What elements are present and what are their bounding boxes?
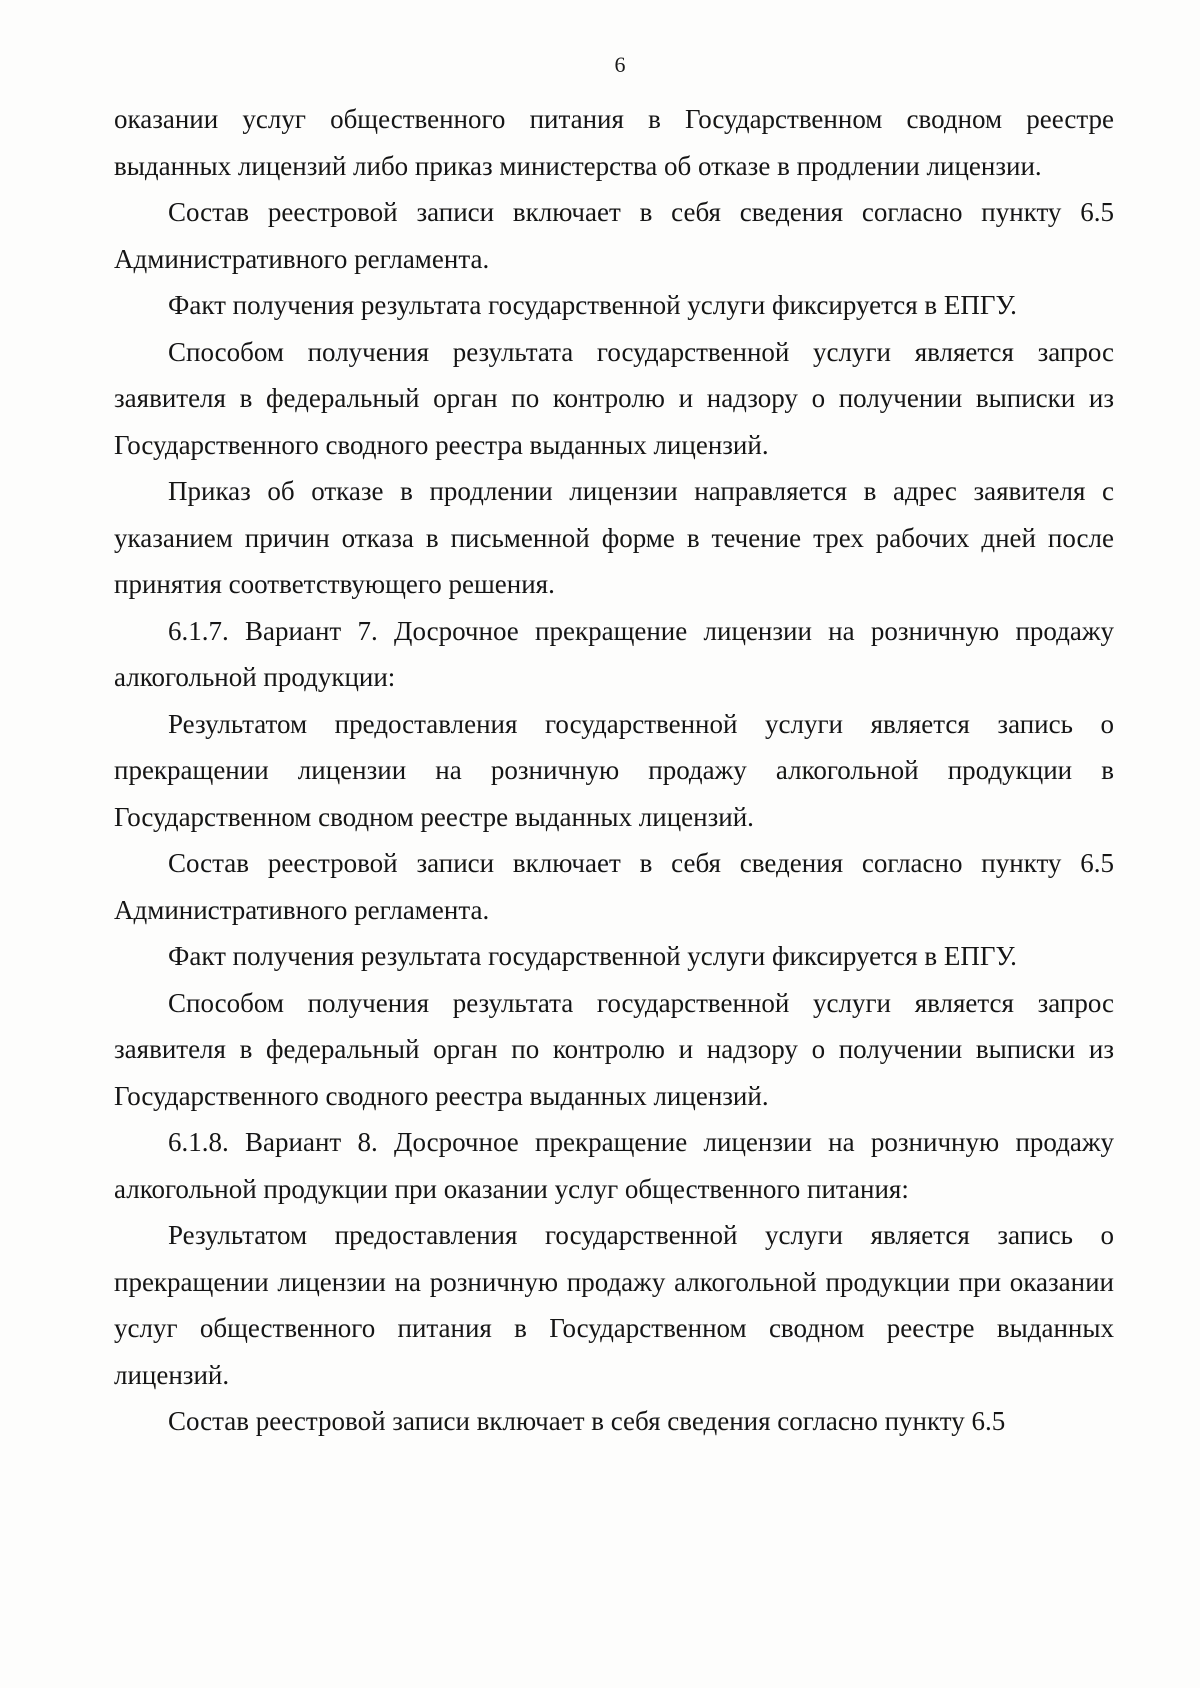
document-body — [114, 96, 1114, 1445]
paragraph: Способом получения результата государственной услуги является запрос заявителя в федеральный орган по контролю и надзору о получении выписки из Государственного сводного реестра выданных лицензий. — [114, 987, 1114, 1111]
paragraph-continuation: оказании услуг общественного питания в Государственном сводном реестре выданных лицензий либо приказ министерства об отказе в продлении лицензии. — [114, 104, 1114, 181]
page-number: 6 — [614, 52, 626, 77]
paragraph: Факт получения результата государственной услуги фиксируется в ЕПГУ. — [168, 941, 1017, 971]
paragraph: Факт получения результата государственной услуги фиксируется в ЕПГУ. — [168, 290, 1017, 320]
paragraph: Результатом предоставления государственной услуги является запись о прекращении лицензии на розничную продажу алкогольной продукции при оказании услуг общественного питания в Государственном сводном реестре выданных лицензий. — [114, 1220, 1114, 1390]
paragraph: Результатом предоставления государственной услуги является запись о прекращении лицензии на розничную продажу алкогольной продукции в Государственном сводном реестре выданных лицензий. — [114, 708, 1114, 832]
paragraph: Приказ об отказе в продлении лицензии направляется в адрес заявителя с указанием причин отказа в письменной форме в течение трех рабочих дней после принятия соответствующего решения. — [114, 476, 1114, 599]
section-heading-variant-8: 6.1.8. Вариант 8. Досрочное прекращение лицензии на розничную продажу алкогольной продукции при оказании услуг общественного питания: — [114, 1127, 1114, 1204]
paragraph: Состав реестровой записи включает в себя сведения согласно пункту 6.5 Административного регламента. — [114, 848, 1114, 925]
paragraph: Состав реестровой записи включает в себя сведения согласно пункту 6.5 Административного регламента. — [114, 197, 1114, 274]
section-heading-variant-7: 6.1.7. Вариант 7. Досрочное прекращение лицензии на розничную продажу алкогольной продукции: — [114, 615, 1114, 692]
paragraph: Способом получения результата государственной услуги является запрос заявителя в федеральный орган по контролю и надзору о получении выписки из Государственного сводного реестра выданных лицензий. — [114, 336, 1114, 460]
paragraph-truncated: Состав реестровой записи включает в себя сведения согласно пункту 6.5 — [168, 1406, 1006, 1436]
